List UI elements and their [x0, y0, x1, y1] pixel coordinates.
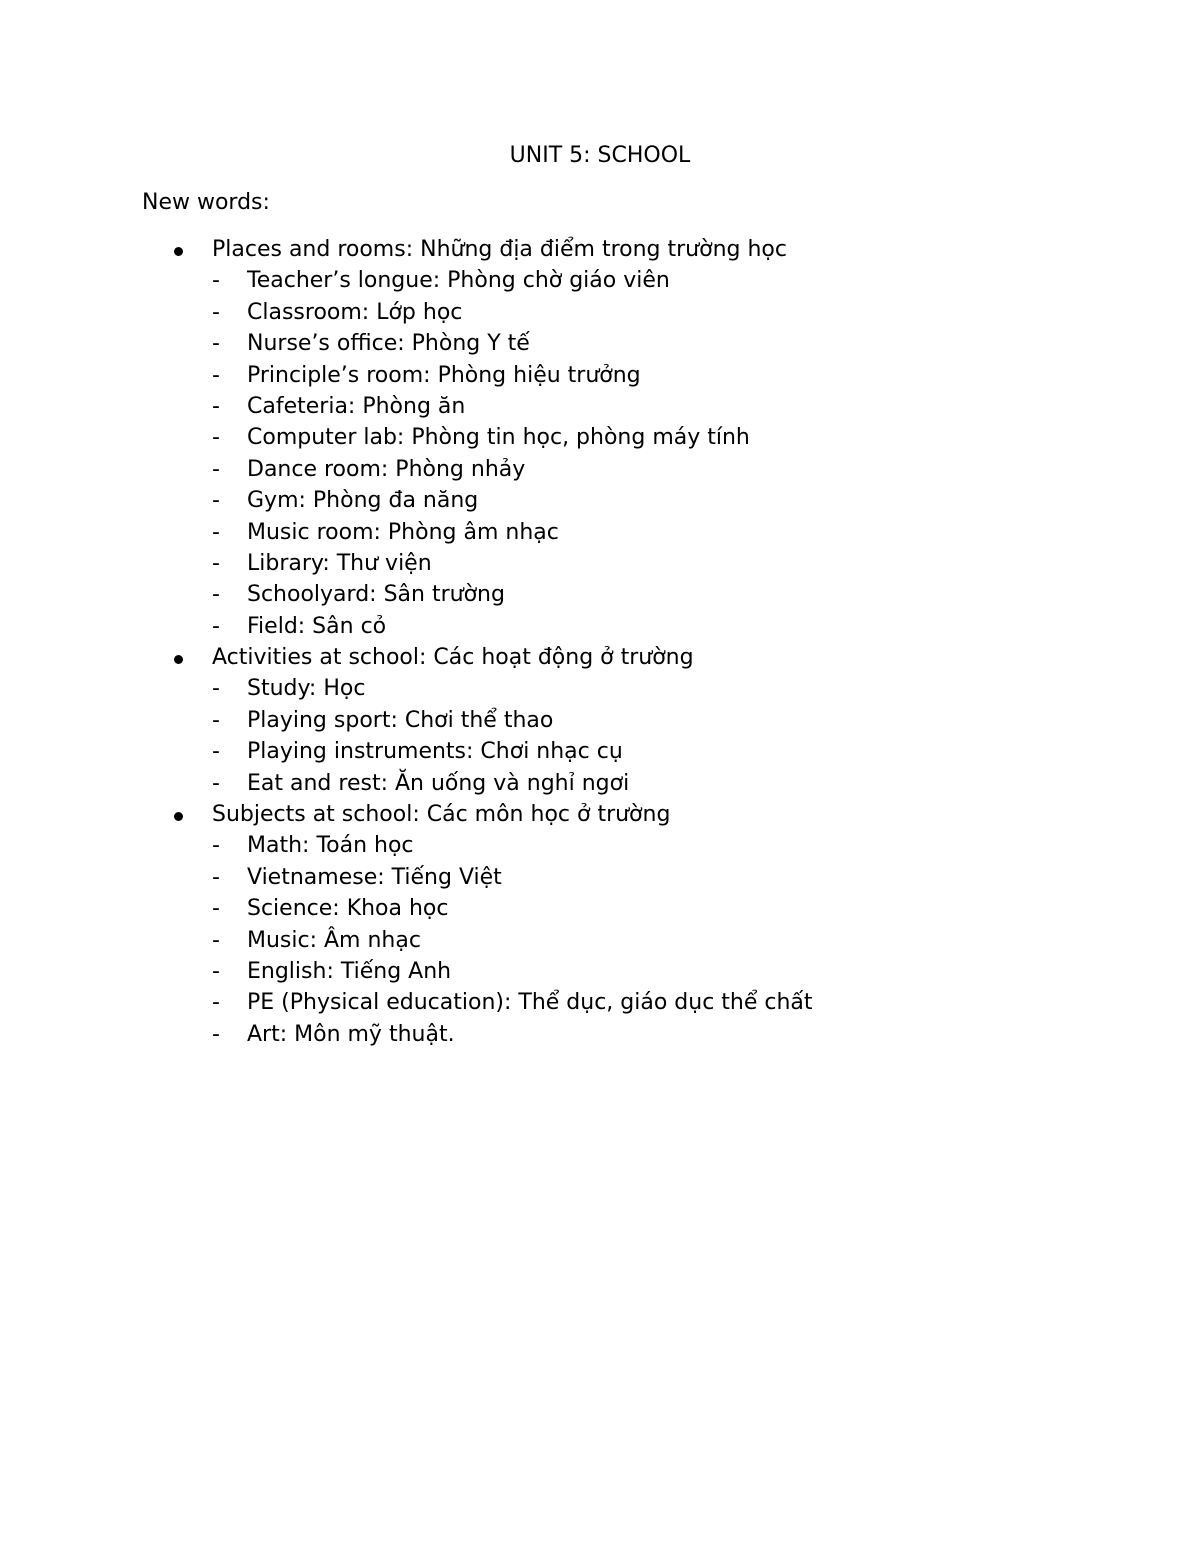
dash-marker: -: [212, 582, 220, 608]
list-item: [0, 455, 1200, 486]
list-item: [0, 392, 1200, 423]
section-heading-line: [0, 235, 1200, 266]
dash-marker: -: [212, 707, 220, 733]
list-item-text: Teacher’s longue: Phòng chờ giáo viên: [247, 268, 670, 294]
list-item: [0, 769, 1200, 800]
list-item: [0, 988, 1200, 1019]
bullet-icon: [174, 812, 183, 821]
list-item-text: Playing sport: Chơi thể thao: [247, 707, 554, 733]
section-heading-line: [0, 643, 1200, 674]
list-item-text: Math: Toán học: [247, 833, 414, 859]
dash-marker: -: [212, 1021, 220, 1047]
list-item: [0, 486, 1200, 517]
list-item: [0, 926, 1200, 957]
list-item: [0, 1020, 1200, 1051]
dash-marker: -: [212, 613, 220, 639]
list-item: [0, 423, 1200, 454]
list-item: [0, 266, 1200, 297]
list-item-text: English: Tiếng Anh: [247, 958, 452, 984]
dash-marker: -: [212, 425, 220, 451]
list-item: [0, 580, 1200, 611]
dash-marker: -: [212, 676, 220, 702]
list-item: [0, 298, 1200, 329]
vocabulary-list: [0, 235, 1200, 1051]
list-item-text: Vietnamese: Tiếng Việt: [247, 864, 502, 890]
dash-marker: -: [212, 456, 220, 482]
page-title: UNIT 5: SCHOOL: [509, 143, 691, 168]
dash-marker: -: [212, 299, 220, 325]
dash-marker: -: [212, 896, 220, 922]
list-item-text: Cafeteria: Phòng ăn: [247, 393, 466, 419]
list-item: [0, 612, 1200, 643]
dash-marker: -: [212, 833, 220, 859]
dash-marker: -: [212, 770, 220, 796]
list-item: [0, 863, 1200, 894]
dash-marker: -: [212, 393, 220, 419]
bullet-icon: [174, 655, 183, 664]
section-heading-line: [0, 800, 1200, 831]
list-item: [0, 957, 1200, 988]
dash-marker: -: [212, 927, 220, 953]
dash-marker: -: [212, 519, 220, 545]
list-item-text: Computer lab: Phòng tin học, phòng máy tính: [247, 425, 750, 451]
list-item: [0, 706, 1200, 737]
dash-marker: -: [212, 331, 220, 357]
list-item-text: Study: Học: [247, 676, 366, 702]
list-item-text: Music: Âm nhạc: [247, 927, 421, 953]
list-item-text: Classroom: Lớp học: [247, 299, 463, 325]
list-item: [0, 361, 1200, 392]
list-item-text: Music room: Phòng âm nhạc: [247, 519, 559, 545]
list-item: [0, 894, 1200, 925]
list-item-text: PE (Physical education): Thể dục, giáo dục thể chất: [247, 990, 813, 1016]
list-item-text: Nurse’s office: Phòng Y tế: [247, 331, 530, 357]
list-item-text: Principle’s room: Phòng hiệu trưởng: [247, 362, 641, 388]
list-item: [0, 737, 1200, 768]
dash-marker: -: [212, 739, 220, 765]
dash-marker: -: [212, 958, 220, 984]
section-heading: Activities at school: Các hoạt động ở trường: [212, 645, 694, 671]
dash-marker: -: [212, 488, 220, 514]
list-item-text: Art: Môn mỹ thuật.: [247, 1021, 455, 1047]
dash-marker: -: [212, 990, 220, 1016]
dash-marker: -: [212, 362, 220, 388]
list-item-text: Gym: Phòng đa năng: [247, 488, 479, 514]
dash-marker: -: [212, 268, 220, 294]
list-item-text: Field: Sân cỏ: [247, 613, 387, 639]
list-item-text: Playing instruments: Chơi nhạc cụ: [247, 739, 623, 765]
list-item-text: Eat and rest: Ăn uống và nghỉ ngơi: [247, 770, 630, 796]
list-item: [0, 329, 1200, 360]
list-item: [0, 518, 1200, 549]
dash-marker: -: [212, 550, 220, 576]
list-item-text: Science: Khoa học: [247, 896, 449, 922]
list-item-text: Dance room: Phòng nhảy: [247, 456, 526, 482]
list-item: [0, 549, 1200, 580]
intro-label: New words:: [142, 190, 270, 215]
section-heading: Places and rooms: Những địa điểm trong trường học: [212, 237, 787, 262]
list-item: [0, 831, 1200, 862]
section-heading: Subjects at school: Các môn học ở trường: [212, 802, 671, 828]
dash-marker: -: [212, 864, 220, 890]
list-item: [0, 674, 1200, 705]
list-item-text: Schoolyard: Sân trường: [247, 582, 505, 608]
list-item-text: Library: Thư viện: [247, 550, 432, 576]
bullet-icon: [174, 247, 183, 256]
